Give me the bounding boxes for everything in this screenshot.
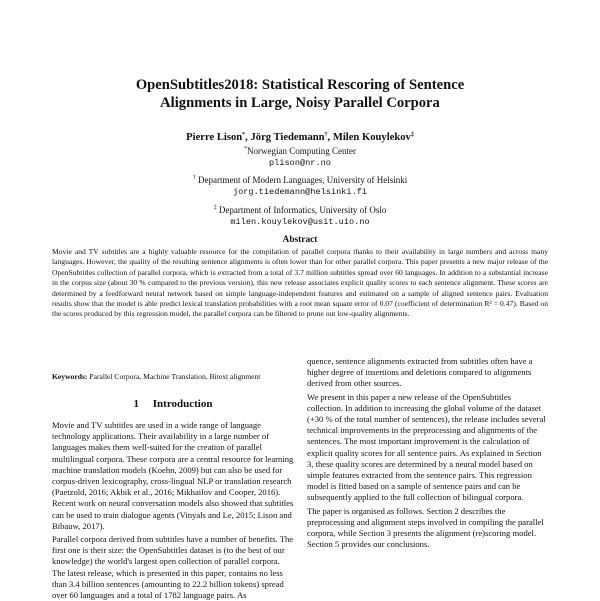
- affiliation-email: milen.kouylekov@usit.uio.no: [230, 216, 370, 227]
- affiliation-name: Norwegian Computing Center: [247, 146, 356, 156]
- paragraph: Movie and TV subtitles are used in a wide range of language technology applications. Their availability in a large number of languages makes them well-suited for the creation of parallel multilingual corpora. These corpora are a central resource for learning machine translation models (Koehn, 2009) but can also be used for corpus-driven lexicography, cross-lingual NLP or translation research (Paetzold, 2016; Akbik et al., 2016; Mikhailov and Cooper, 2016). Recent work on neural conversation models also showed that subtitles can be used to train dialogue agents (Vinyals and Le, 2015; Lison and Bibauw, 2017).: [52, 420, 294, 531]
- left-column: [52, 420, 294, 601]
- right-column: [307, 356, 549, 550]
- affiliation-block: [0, 146, 600, 169]
- section-heading: 1 Introduction: [133, 398, 213, 410]
- paragraph: Parallel corpora derived from subtitles have a number of benefits. The first one is their size: the OpenSubtitles dataset is (to the best of our knowledge) the world's largest open collection of parallel corpora. The latest release, which is presented in this paper, contains no less than 3.4 billion sentences (amounting to 22.2 billion tokens) spread over 60 languages and a total of 1782 language pairs. As: [52, 534, 294, 601]
- affiliation-name: Department of Informatics, University of Oslo: [218, 205, 387, 215]
- affiliation-email: jorg.tiedemann@helsinki.fi: [232, 186, 368, 197]
- author-list: Pierre Lison*, Jörg Tiedemann†, Milen Kouylekov‡: [186, 132, 414, 143]
- affiliation-name: Department of Modern Languages, University of Helsinki: [198, 175, 408, 185]
- author-name: Jörg Tiedemann: [250, 132, 325, 143]
- affiliation-block: [0, 205, 600, 228]
- author-mark: †: [324, 132, 328, 138]
- affiliation-mark: *: [244, 146, 247, 152]
- paragraph: quence, sentence alignments extracted from subtitles often have a higher degree of insertions and deletions compared to alignments derived from other sources.: [307, 356, 533, 389]
- author-name: Pierre Lison: [186, 132, 243, 143]
- abstract-heading: Abstract: [282, 235, 318, 245]
- author-name: Milen Kouylekov: [332, 132, 411, 143]
- affiliation-email: plison@nr.no: [269, 157, 331, 168]
- affiliation-block: [0, 175, 600, 198]
- title-line-2: Alignments in Large, Noisy Parallel Corpora: [160, 95, 440, 111]
- paper-title: [0, 76, 600, 112]
- affiliation-mark: †: [192, 175, 196, 181]
- author-mark: ‡: [410, 132, 414, 138]
- author-mark: *: [242, 132, 246, 138]
- paragraph: We present in this paper a new release of the OpenSubtitles collection. In addition to increasing the global volume of the dataset (+30 % of the total number of sentences), the release includes several technical improvements in the preprocessing and alignments of the sentences. The most important improvement is the calculation of explicit quality scores for all sentence pairs. As explained in Section 3, these quality scores are determined by a neural model based on simple features extracted from the sentence pairs. This regression model is fitted based on a sample of sentence pairs and can be subsequently applied to the full collection of bilingual corpora.: [307, 391, 546, 503]
- title-line-1: OpenSubtitles2018: Statistical Rescoring of Sentence: [135, 77, 465, 93]
- affiliation-mark: ‡: [213, 205, 217, 211]
- abstract-text: Movie and TV subtitles are a highly valuable resource for the compilation of parallel corpora thanks to their availability in large numbers and across many languages. However, the quality of the resulting sentence alignments is often lower than for other parallel corpora. This paper presents a new major release of the OpenSubtitles collection of parallel corpora, which is extracted from a total of 3.7 million subtitles spread over 60 languages. In addition to a substantial increase in the corpus size (about 30 % compared to the previous version), this new release associates explicit quality scores to each sentence alignment. These scores are determined by a feedforward neural network based on simple language-independent features and estimated on a sample of aligned sentence pairs. Evaluation results show that the model is able predict lexical translation probabilities with a root mean square error of 0.07 (coefficient of determination R² = 0.47). Based on the scores produced by this regression model, the parallel corpora can be filtered to prune out low-quality alignments.: [52, 247, 548, 319]
- keywords-text: Parallel Corpora, Machine Translation, Bitext alignment: [89, 372, 261, 381]
- paragraph: The paper is organised as follows. Section 2 describes the preprocessing and alignment steps involved in compiling the parallel corpora, while Section 3 presents the alignment (re)scoring model. Section 5 provides our conclusions.: [307, 505, 544, 550]
- keywords-label: Keywords:: [52, 372, 88, 381]
